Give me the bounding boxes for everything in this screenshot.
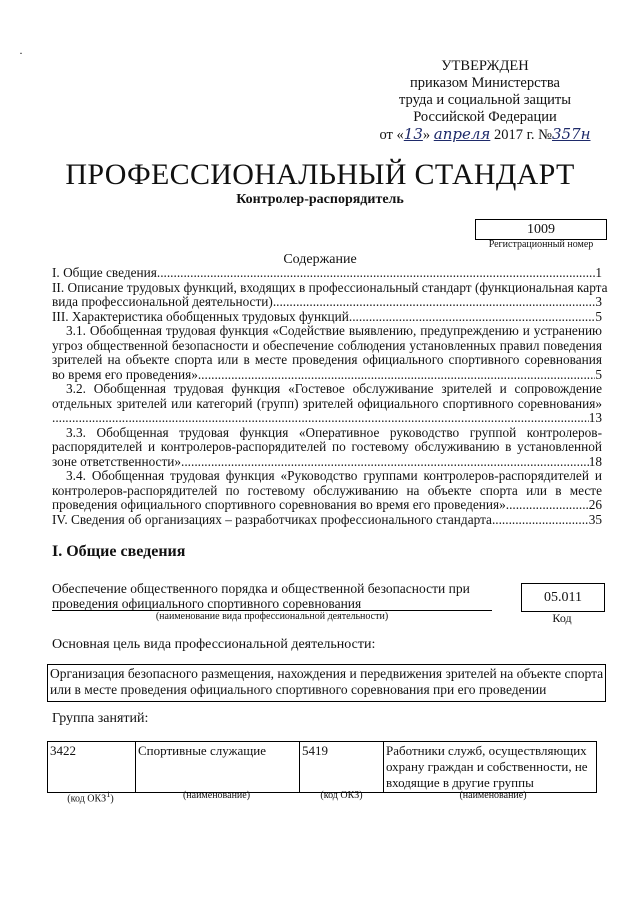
toc-item-line: II. Описание трудовых функций, входящих в профессиональный стандарт (функциональная карта [52,279,608,295]
table-cell: 3422 [48,742,136,793]
approval-number: 357н [551,125,591,143]
toc-item-line: распорядителей и контролеров-распорядителей по гостевому обслуживанию в установленной [52,439,602,454]
goal-box: Организация безопасного размещения, нахождения и передвижения зрителей на объекте спорта или в месте проведения официального спортивного соревнования при его проведении [47,664,606,702]
toc-item[interactable]: I. Общие сведения ..... 1 [52,266,602,281]
toc-item-line: отдельных зрителей или категорий (групп) зрителей официального спортивного соревнования» [52,395,602,411]
approval-line-1: УТВЕРЖДЕН [441,58,529,74]
scan-mark: · [19,46,23,60]
toc-item[interactable]: ..... 13 [52,411,602,426]
approval-line-2: приказом Министерства [410,75,560,91]
goal-label: Основная цель вида профессиональной деятельности: [52,637,376,652]
toc-item-line: контролеров-распорядителей по гостевому обслуживанию на объекте спорта или в месте [52,482,602,498]
activity-kind: Обеспечение общественного порядка и общественной безопасности при проведения официального спортивного соревнования [52,581,470,611]
section-title: I. Общие сведения [52,543,186,560]
toc-item-line: 3.2. Обобщенная трудовая функция «Гостевое обслуживание зрителей и сопровождение [66,381,602,396]
table-cell: 5419 [300,742,384,793]
toc-item[interactable]: во время его проведения» ..... 5 [52,368,602,383]
registration-number-box: 1009 [475,219,607,240]
registration-number-label: Регистрационный номер [488,239,594,250]
toc-item-line: угроз общественной безопасности и обеспечение соблюдения установленных правил поведения [52,337,602,353]
column-caption: (код ОКЗ) [320,790,363,801]
toc-item-line: зрителей на объекте спорта или в месте проведения официального спортивного соревнования [52,352,602,367]
toc-item[interactable]: IV. Сведения об организациях – разработчиках профессионального стандарта ..... 35 [52,513,602,528]
toc-item[interactable]: зоне ответственности» ..... 18 [52,455,602,470]
document-title: ПРОФЕССИОНАЛЬНЫЙ СТАНДАРТ [65,158,575,191]
toc-item-line: 3.3. Обобщенная трудовая функция «Оперативное руководство группой контролеров- [66,424,602,440]
toc-item[interactable]: вида профессиональной деятельности) ..... 3 [52,295,602,310]
approval-line-3: труда и социальной защиты [399,92,571,108]
toc-item-line: 3.1. Обобщенная трудовая функция «Содействие выявлению, предупреждению и устранению [66,323,602,338]
approval-date: от «13» апреля 2017 г. №357н [379,125,591,143]
toc-item[interactable]: III. Характеристика обобщенных трудовых функций ..... 5 [52,310,602,325]
occupation-group-table [47,741,597,793]
column-caption: (наименование) [459,790,527,801]
group-label: Группа занятий: [52,711,149,726]
contents-heading: Содержание [283,252,357,267]
activity-caption: (наименование вида профессиональной деятельности) [155,611,389,622]
activity-code-caption: Код [552,611,572,625]
column-caption: (наименование) [182,790,251,801]
column-caption: (код ОКЗ$^1$) [67,790,114,805]
toc-item-line: 3.4. Обобщенная трудовая функция «Руководство группами контролеров-распорядителей и [66,468,602,483]
approval-block [360,58,610,144]
activity-code-box: 05.011 [521,583,605,612]
approval-day: 13 [403,125,423,143]
table-cell: Спортивные служащие [136,742,300,793]
approval-line-4: Российской Федерации [413,109,557,125]
table-of-contents [52,265,608,527]
table-row [48,742,597,793]
document-subtitle: Контролер-распорядитель [236,192,404,207]
approval-month: апреля [433,125,491,143]
toc-item[interactable]: проведения официального спортивного соревнования во время его проведения» ..... 26 [52,498,602,513]
table-cell: Работники служб, осуществляющих охрану граждан и собственности, не входящие в другие группы [384,742,597,793]
